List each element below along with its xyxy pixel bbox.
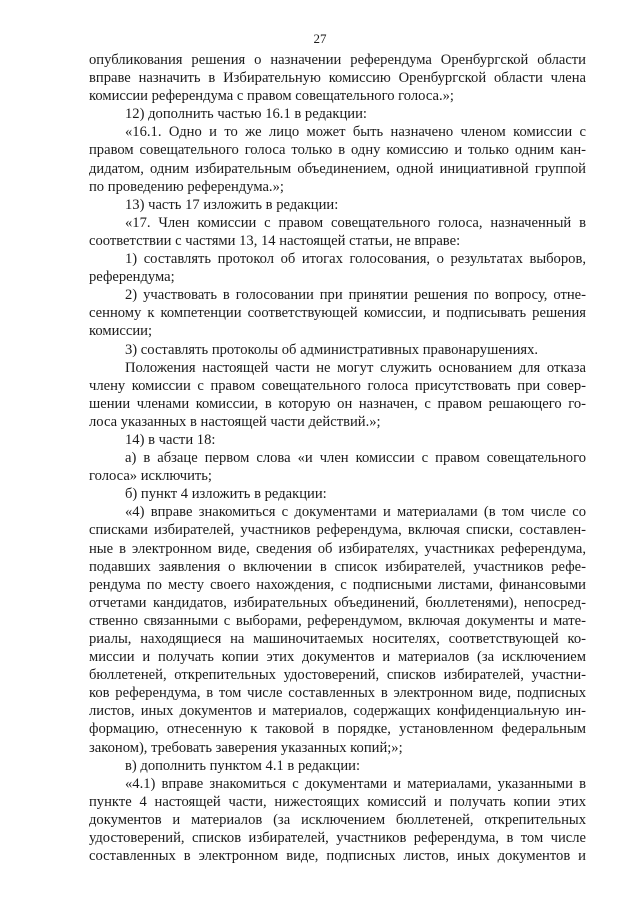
text-line: шении членами комиссии, в которую он назначен, с правом решающего го-	[89, 395, 586, 412]
text-line: по проведению референдума.»;	[89, 178, 284, 195]
text-line: формацию, отнесенную к таковой в порядке, установленном федеральным	[89, 721, 586, 738]
text-line: а) в абзаце первом слова «и член комиссии с правом совещательного	[125, 450, 586, 467]
text-line: вправе назначить в Избирательную комиссию Оренбургской области члена	[89, 70, 586, 87]
text-line: риалы, находящиеся на машиночитаемых носителях, соответствующей ко-	[89, 631, 586, 647]
text-line: удостоверений, списков избирателей, участников референдума, в том числе	[89, 830, 586, 847]
text-line: списками избирателей, участников референдума, включая списки, составлен-	[89, 522, 586, 539]
text-line: ственно связанными с выборами, референдумом, включая документы и мате-	[89, 612, 586, 629]
text-line: 13) часть 17 изложить в редакции:	[125, 196, 339, 213]
text-line: 12) дополнить частью 16.1 в редакции:	[125, 106, 367, 123]
page-number: 27	[313, 31, 327, 46]
document-body	[89, 51, 586, 865]
text-line: «4.1) вправе знакомиться с документами и материалами, указанными в	[125, 775, 586, 792]
text-line: комиссии референдума с правом совещательного голоса.»;	[89, 88, 454, 105]
text-line: сенному к компетенции соответствующей комиссии, и подписывать решения	[89, 305, 586, 322]
text-line: документов и материалов (за исключением бюллетеней, открепительных	[89, 811, 586, 828]
text-line: опубликования решения о назначении референдума Оренбургской области	[89, 52, 586, 68]
text-line: отчетами кандидатов, избирательных объединений, бюллетенями), непосред-	[89, 594, 586, 611]
text-line: голоса» исключить;	[89, 468, 212, 485]
text-line: члену комиссии с правом совещательного голоса присутствовать при совер-	[89, 377, 586, 394]
text-line: 1) составлять протокол об итогах голосования, о результатах выборов,	[125, 251, 586, 268]
text-line: подавших заявления о включении в список избирателей, участников рефе-	[89, 558, 586, 575]
text-line: «4) вправе знакомиться с документами и материалами (в том числе со	[125, 504, 586, 521]
text-line: комиссии;	[89, 323, 153, 340]
text-line: лоса указанных в настоящей части действий.»;	[89, 413, 381, 430]
text-line: в) дополнить пунктом 4.1 в редакции:	[125, 757, 361, 774]
text-line: дидатом, одним избирательным объединением, одной инициативной группой	[89, 160, 586, 177]
text-line: Положения настоящей части не могут служить основанием для отказа	[125, 359, 586, 376]
text-line: б) пункт 4 изложить в редакции:	[125, 486, 327, 503]
text-line: 3) составлять протоколы об административных правонарушениях.	[125, 341, 539, 358]
text-line: законом), требовать заверения указанных копий;»;	[89, 739, 403, 756]
text-line: рендума по месту своего нахождения, с подписными листами, финансовыми	[89, 576, 586, 593]
text-line: правом совещательного голоса только в одну комиссию и только одним кан-	[89, 142, 586, 159]
text-line: листов, иных документов и материалов, содержащих конфиденциальную ин-	[89, 703, 586, 720]
text-line: «17. Член комиссии с правом совещательного голоса, назначенный в	[125, 214, 586, 231]
text-line: референдума;	[89, 269, 175, 286]
text-line: миссии и получать копии этих документов и материалов (за исключением	[89, 649, 586, 666]
text-line: соответствии с частями 13, 14 настоящей статьи, не вправе:	[89, 232, 461, 249]
text-line: пункте 4 настоящей части, нижестоящих комиссий и получать копии этих	[89, 793, 586, 810]
text-line: ков референдума, в том числе составленных в электронном виде, подписных	[89, 685, 586, 702]
text-line: составленных в электронном виде, подписных листов, иных документов и	[89, 848, 586, 865]
text-line: бюллетеней, открепительных удостоверений, списков избирателей, участни-	[89, 667, 586, 684]
text-line: 2) участвовать в голосовании при принятии решения по вопросу, отне-	[125, 287, 586, 304]
text-line: ные в электронном виде, сведения об избирателях, участниках референдума,	[89, 540, 586, 557]
text-line: 14) в части 18:	[125, 431, 216, 448]
text-line: «16.1. Одно и то же лицо может быть назначено членом комиссии с	[125, 124, 586, 141]
